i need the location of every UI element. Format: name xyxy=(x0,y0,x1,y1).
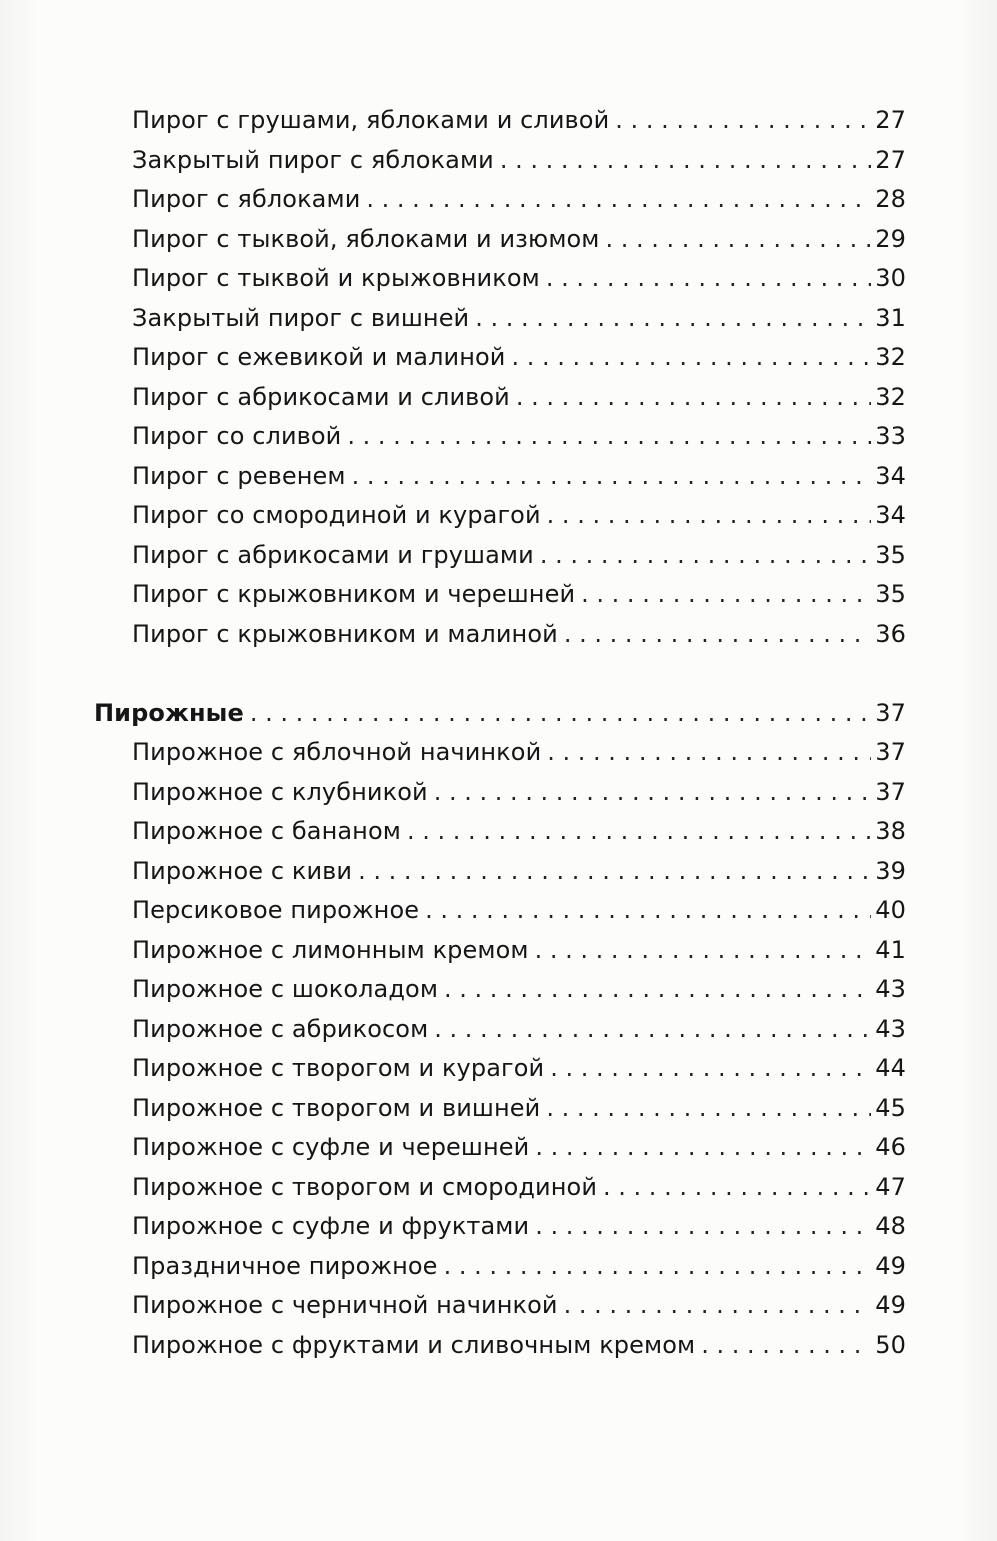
toc-dot-leader xyxy=(425,891,871,931)
toc-page-number: 43 xyxy=(875,1014,906,1043)
toc-dot-leader xyxy=(581,575,871,615)
toc-page-number: 48 xyxy=(875,1212,906,1240)
toc-entry-title: Пирожное с клубникой xyxy=(132,777,428,806)
toc-page-number: 45 xyxy=(875,1093,906,1122)
toc-entry xyxy=(94,220,906,260)
toc-page-number: 36 xyxy=(875,619,906,648)
toc-entry-title: Пирог с ежевикой и малиной xyxy=(132,343,506,371)
toc-page-number: 46 xyxy=(875,1133,906,1161)
toc-dot-leader xyxy=(546,1089,871,1129)
toc-entry xyxy=(94,1247,906,1287)
toc-dot-leader xyxy=(347,417,871,457)
toc-spacer xyxy=(94,654,906,694)
toc-entry xyxy=(94,338,906,378)
toc-dot-leader xyxy=(546,259,871,299)
toc-entry-title: Пирожное с черничной начинкой xyxy=(132,1291,558,1319)
toc-entry-title: Закрытый пирог с яблоками xyxy=(132,145,494,174)
toc-page-number: 31 xyxy=(875,303,906,332)
toc-entry-title: Пирог с ревенем xyxy=(132,461,346,490)
toc-dot-leader xyxy=(500,141,871,181)
toc-dot-leader xyxy=(434,1010,871,1050)
toc-page-number: 41 xyxy=(875,935,906,964)
toc-entry-title: Пирожное с лимонным кремом xyxy=(132,935,529,964)
toc-entry xyxy=(94,1049,906,1089)
toc-entry-title: Пирожное с киви xyxy=(132,856,353,885)
toc-page-number: 35 xyxy=(875,580,906,608)
toc-entry xyxy=(94,1089,906,1129)
toc-entry xyxy=(94,1207,906,1247)
toc-entry xyxy=(94,496,906,536)
toc-entry-title: Пирожное с шоколадом xyxy=(132,975,439,1003)
toc-entry xyxy=(94,259,906,299)
toc-entry xyxy=(94,575,906,615)
toc-page-number: 33 xyxy=(875,422,906,450)
toc-entry-title: Пирожное с суфле и фруктами xyxy=(132,1212,530,1240)
toc-entry-title: Пирог с абрикосами и сливой xyxy=(132,382,510,411)
toc-page-number: 28 xyxy=(875,185,906,213)
toc-dot-leader xyxy=(547,733,871,773)
toc-entry xyxy=(94,812,906,852)
toc-page-number: 34 xyxy=(875,501,906,529)
toc-entry-title: Пирожное с бананом xyxy=(132,817,401,845)
toc-entry-title: Праздничное пирожное xyxy=(132,1251,438,1280)
toc-entry xyxy=(94,773,906,813)
toc-entry xyxy=(94,417,906,457)
toc-section-title: Пирожные xyxy=(94,698,244,727)
toc-page-number: 49 xyxy=(875,1291,906,1319)
toc-dot-leader xyxy=(550,1049,871,1089)
toc-entry xyxy=(94,891,906,931)
toc-page-number: 38 xyxy=(875,817,906,845)
toc-entry-title: Пирог со сливой xyxy=(132,422,342,450)
toc-page-number: 47 xyxy=(875,1172,906,1201)
toc-dot-leader xyxy=(511,338,871,378)
toc-page-number: 32 xyxy=(875,343,906,371)
toc-entry-title: Пирог со смородиной и курагой xyxy=(132,501,541,529)
table-of-contents xyxy=(94,101,906,1365)
toc-entry-title: Пирог с грушами, яблоками и сливой xyxy=(132,106,610,134)
toc-entry xyxy=(94,1286,906,1326)
toc-page-number: 27 xyxy=(875,145,906,174)
toc-entry xyxy=(94,733,906,773)
toc-entry-title: Персиковое пирожное xyxy=(132,896,420,924)
toc-dot-leader xyxy=(516,378,871,418)
toc-entry-title: Пирожное с суфле и черешней xyxy=(132,1133,530,1161)
toc-page-number: 37 xyxy=(875,738,906,766)
toc-entry-title: Пирог с абрикосами и грушами xyxy=(132,540,534,569)
toc-dot-leader xyxy=(407,812,871,852)
toc-page-number: 37 xyxy=(875,777,906,806)
toc-section-heading xyxy=(94,694,906,734)
toc-page-number: 37 xyxy=(875,698,906,727)
toc-entry xyxy=(94,299,906,339)
toc-dot-leader xyxy=(358,852,871,892)
toc-dot-leader xyxy=(434,773,872,813)
toc-entry xyxy=(94,1326,906,1366)
toc-dot-leader xyxy=(535,1207,871,1247)
toc-entry-title: Пирожное с фруктами и сливочным кремом xyxy=(132,1330,696,1359)
toc-page-number: 27 xyxy=(875,106,906,134)
toc-entry-title: Пирожное с яблочной начинкой xyxy=(132,738,542,766)
toc-entry-title: Пирог с тыквой, яблоками и изюмом xyxy=(132,224,600,253)
toc-dot-leader xyxy=(606,220,872,260)
toc-page-number: 50 xyxy=(875,1330,906,1359)
toc-entry-title: Пирожное с абрикосом xyxy=(132,1014,429,1043)
toc-dot-leader xyxy=(475,299,871,339)
toc-dot-leader xyxy=(603,1168,871,1208)
toc-entry-title: Пирог с тыквой и крыжовником xyxy=(132,264,540,292)
toc-page-number: 29 xyxy=(875,224,906,253)
toc-page-number: 34 xyxy=(875,461,906,490)
toc-dot-leader xyxy=(535,931,872,971)
toc-dot-leader xyxy=(352,457,872,497)
toc-entry xyxy=(94,180,906,220)
toc-dot-leader xyxy=(535,1128,871,1168)
toc-page-number: 40 xyxy=(875,896,906,924)
toc-dot-leader xyxy=(540,536,871,576)
toc-entry-title: Пирожное с творогом и вишней xyxy=(132,1093,541,1122)
toc-dot-leader xyxy=(615,101,871,141)
toc-entry xyxy=(94,101,906,141)
toc-entry xyxy=(94,1010,906,1050)
toc-dot-leader xyxy=(250,694,871,734)
toc-page-number: 39 xyxy=(875,856,906,885)
toc-dot-leader xyxy=(547,496,872,536)
toc-entry xyxy=(94,615,906,655)
toc-entry xyxy=(94,931,906,971)
toc-dot-leader xyxy=(444,970,871,1010)
toc-entry-title: Пирожное с творогом и смородиной xyxy=(132,1172,598,1201)
toc-dot-leader xyxy=(701,1326,871,1366)
toc-entry-title: Пирог с крыжовником и черешней xyxy=(132,580,576,608)
toc-entry-title: Пирожное с творогом и курагой xyxy=(132,1054,545,1082)
toc-entry xyxy=(94,1128,906,1168)
toc-entry-title: Пирог с крыжовником и малиной xyxy=(132,619,558,648)
toc-page-number: 43 xyxy=(875,975,906,1003)
toc-entry xyxy=(94,852,906,892)
toc-entry xyxy=(94,970,906,1010)
toc-page-number: 35 xyxy=(875,540,906,569)
toc-entry-title: Пирог с яблоками xyxy=(132,185,361,213)
toc-entry xyxy=(94,536,906,576)
toc-entry xyxy=(94,141,906,181)
toc-entry xyxy=(94,378,906,418)
toc-entry xyxy=(94,1168,906,1208)
toc-page-number: 44 xyxy=(875,1054,906,1082)
toc-page-number: 30 xyxy=(875,264,906,292)
toc-dot-leader xyxy=(444,1247,872,1287)
toc-dot-leader xyxy=(366,180,871,220)
toc-page-number: 32 xyxy=(875,382,906,411)
toc-page-number: 49 xyxy=(875,1251,906,1280)
toc-dot-leader xyxy=(564,615,871,655)
toc-entry xyxy=(94,457,906,497)
toc-dot-leader xyxy=(564,1286,872,1326)
toc-entry-title: Закрытый пирог с вишней xyxy=(132,303,470,332)
